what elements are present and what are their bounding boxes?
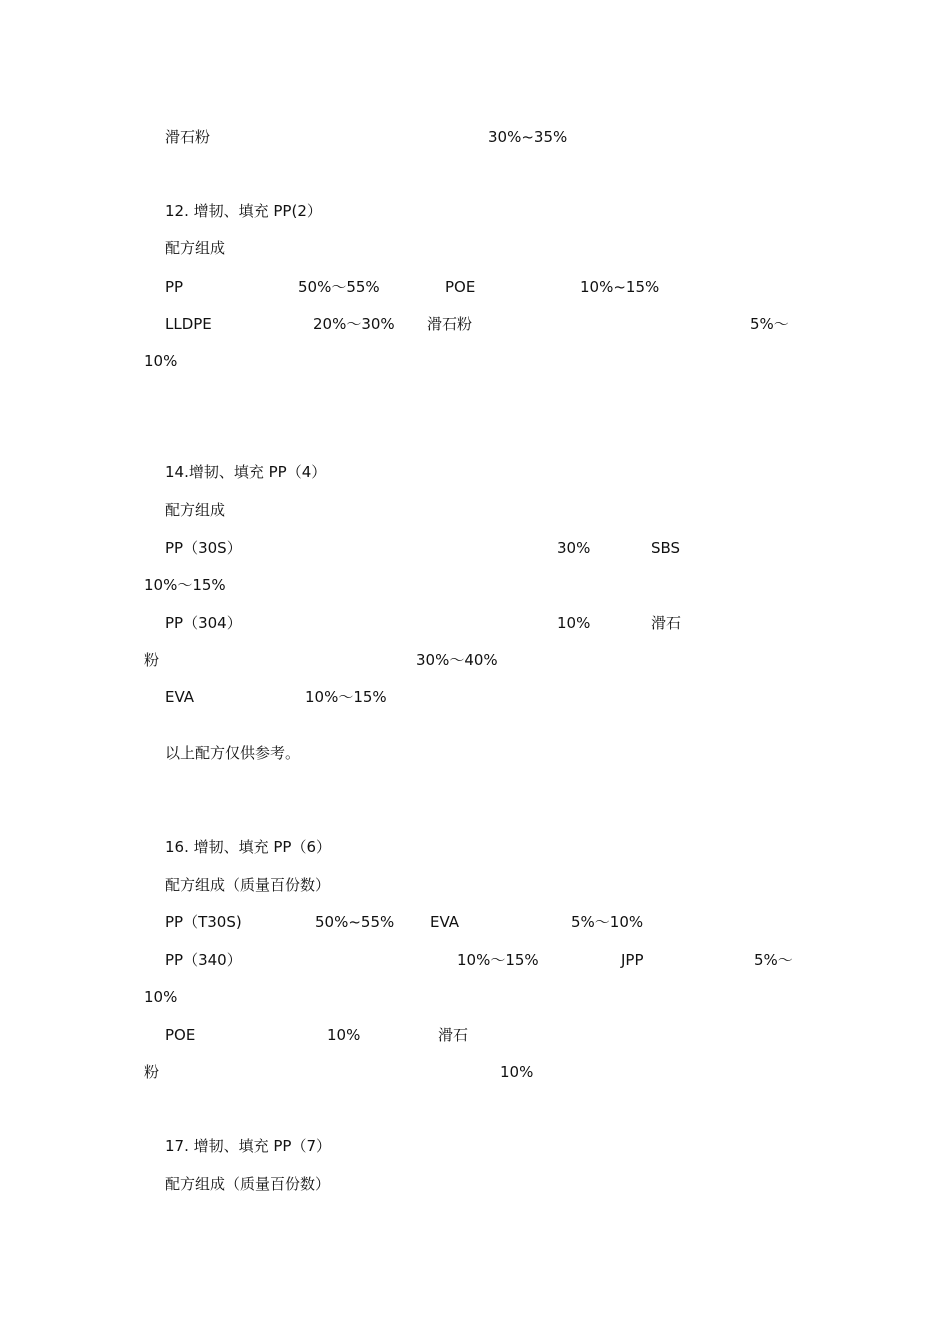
section-12-heading: 12. 增韧、填充 PP(2） <box>165 202 322 220</box>
talc-value: 30%~35% <box>488 128 568 146</box>
talc-label-part1: 滑石 <box>438 1026 469 1044</box>
jpp-label: JPP <box>621 951 644 969</box>
pp30s-label: PP（30S） <box>165 539 242 557</box>
talc-label: 滑石粉 <box>427 315 473 333</box>
eva-value: 10%～15% <box>305 688 387 706</box>
eva-value: 5%～10% <box>571 913 644 931</box>
talc-label-part1: 滑石 <box>651 614 682 632</box>
sbs-value: 10%～15% <box>144 576 226 594</box>
talc-value-part1: 5%～ <box>750 315 789 333</box>
pp30s-value: 30% <box>557 539 591 557</box>
talc-value: 30%～40% <box>416 651 498 669</box>
section-14-formula-label: 配方组成 <box>165 501 226 519</box>
poe-label: POE <box>165 1026 196 1044</box>
pp-value: 50%～55% <box>298 278 380 296</box>
talc-value: 10% <box>500 1063 534 1081</box>
talc-label-part2: 粉 <box>144 651 160 669</box>
poe-value: 10% <box>327 1026 361 1044</box>
ppt30s-label: PP（T30S) <box>165 913 242 931</box>
section-16-formula-label: 配方组成（质量百份数） <box>165 876 331 894</box>
jpp-value-part1: 5%～ <box>754 951 793 969</box>
pp304-label: PP（304） <box>165 614 242 632</box>
pp340-value: 10%～15% <box>457 951 539 969</box>
section-16-heading: 16. 增韧、填充 PP（6） <box>165 838 332 856</box>
lldpe-label: LLDPE <box>165 315 212 333</box>
section-17-heading: 17. 增韧、填充 PP（7） <box>165 1137 332 1155</box>
pp304-value: 10% <box>557 614 591 632</box>
talc-label-part2: 粉 <box>144 1063 160 1081</box>
section-14-heading: 14.增韧、填充 PP（4） <box>165 463 327 481</box>
reference-note: 以上配方仅供参考。 <box>165 744 301 762</box>
poe-value: 10%~15% <box>580 278 660 296</box>
eva-label: EVA <box>165 688 195 706</box>
section-17-formula-label: 配方组成（质量百份数） <box>165 1175 331 1193</box>
talc-value-part2: 10% <box>144 352 178 370</box>
ppt30s-value: 50%~55% <box>315 913 395 931</box>
talc-label: 滑石粉 <box>165 128 211 146</box>
pp-label: PP <box>165 278 184 296</box>
jpp-value-part2: 10% <box>144 988 178 1006</box>
poe-label: POE <box>445 278 476 296</box>
lldpe-value: 20%～30% <box>313 315 395 333</box>
section-12-formula-label: 配方组成 <box>165 239 226 257</box>
eva-label: EVA <box>430 913 460 931</box>
sbs-label: SBS <box>651 539 681 557</box>
pp340-label: PP（340） <box>165 951 242 969</box>
